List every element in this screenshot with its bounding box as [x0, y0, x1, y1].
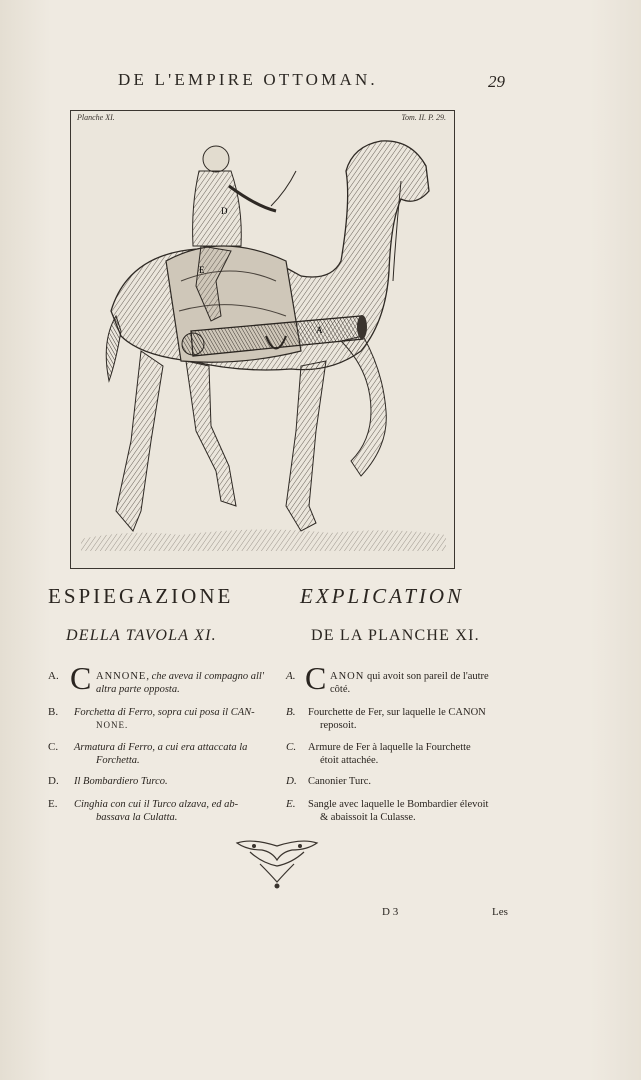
heading-french: EXPLICATION [300, 584, 465, 608]
camel-tail [106, 316, 121, 381]
entry-text: ANNONE, che aveva il compagno all' [96, 671, 265, 682]
plate-letter-e: E [199, 265, 205, 275]
entry-text: ANON qui avoit son pareil de l'autre [330, 671, 489, 682]
heading-italian: ESPIEGAZIONE [48, 584, 234, 608]
page-number: 29 [488, 72, 505, 91]
entry-letter: C. [286, 741, 297, 753]
plate-label-left: Planche XI. [77, 113, 115, 122]
entry-letter: A. [286, 670, 296, 682]
engraving-plate [70, 110, 455, 569]
camel-leg [116, 351, 163, 531]
entry-text: Sangle avec laquelle le Bombardier élevoit [308, 799, 489, 810]
entry-text: reposoit. [320, 720, 357, 731]
entry-text: Canonier Turc. [308, 776, 371, 787]
subheading-french: DE LA PLANCHE XI. [311, 627, 480, 644]
dropcap-italian: C [70, 660, 92, 696]
running-head: DE L'EMPIRE OTTOMAN. [118, 70, 378, 89]
entry-text: altra parte opposta. [96, 684, 180, 695]
entry-letter: A. [48, 670, 59, 682]
ground [81, 529, 446, 551]
entry-text: Forchetta. [96, 755, 140, 766]
entry-text: côté. [330, 684, 351, 695]
entry-text: NONE. [96, 720, 129, 730]
plate-letter-d: D [221, 206, 228, 216]
entry-text: Armure de Fer à laquelle la Fourchette [308, 742, 471, 753]
entry-letter: D. [48, 775, 59, 787]
rider-body [193, 171, 242, 246]
plate-label-right: Tom. II. P. 29. [401, 113, 446, 122]
camel-cannon-engraving [71, 111, 454, 568]
entry-text: & abaissoit la Culasse. [320, 812, 416, 823]
catchword: Les [492, 906, 508, 918]
entry-text: bassava la Culatta. [96, 812, 178, 823]
rider-head [203, 146, 229, 172]
entry-letter: E. [48, 798, 58, 810]
camel-leg [286, 361, 326, 531]
entry-letter: C. [48, 741, 59, 753]
entry-text: Cinghia con cui il Turco alzava, ed ab- [74, 799, 239, 810]
dropcap-french: C [305, 660, 327, 696]
entry-letter: B. [48, 706, 59, 718]
entry-letter: B. [286, 706, 296, 718]
subheading-italian: DELLA TAVOLA XI. [66, 627, 217, 644]
entry-text: Armatura di Ferro, a cui era attaccata la [74, 742, 248, 753]
entry-text: étoit attachée. [320, 755, 379, 766]
camel-leg [186, 361, 236, 506]
decorative-ornament [232, 838, 322, 890]
plate-letter-a: A [316, 325, 323, 335]
signature-mark: D 3 [382, 906, 399, 918]
entry-text: Forchetta di Ferro, sopra cui posa il CAN- [74, 707, 255, 718]
entry-text: Fourchette de Fer, sur laquelle le CANON [308, 707, 486, 718]
entry-letter: D. [286, 775, 297, 787]
entry-text: Il Bombardiero Turco. [74, 776, 168, 787]
entry-letter: E. [286, 798, 296, 810]
